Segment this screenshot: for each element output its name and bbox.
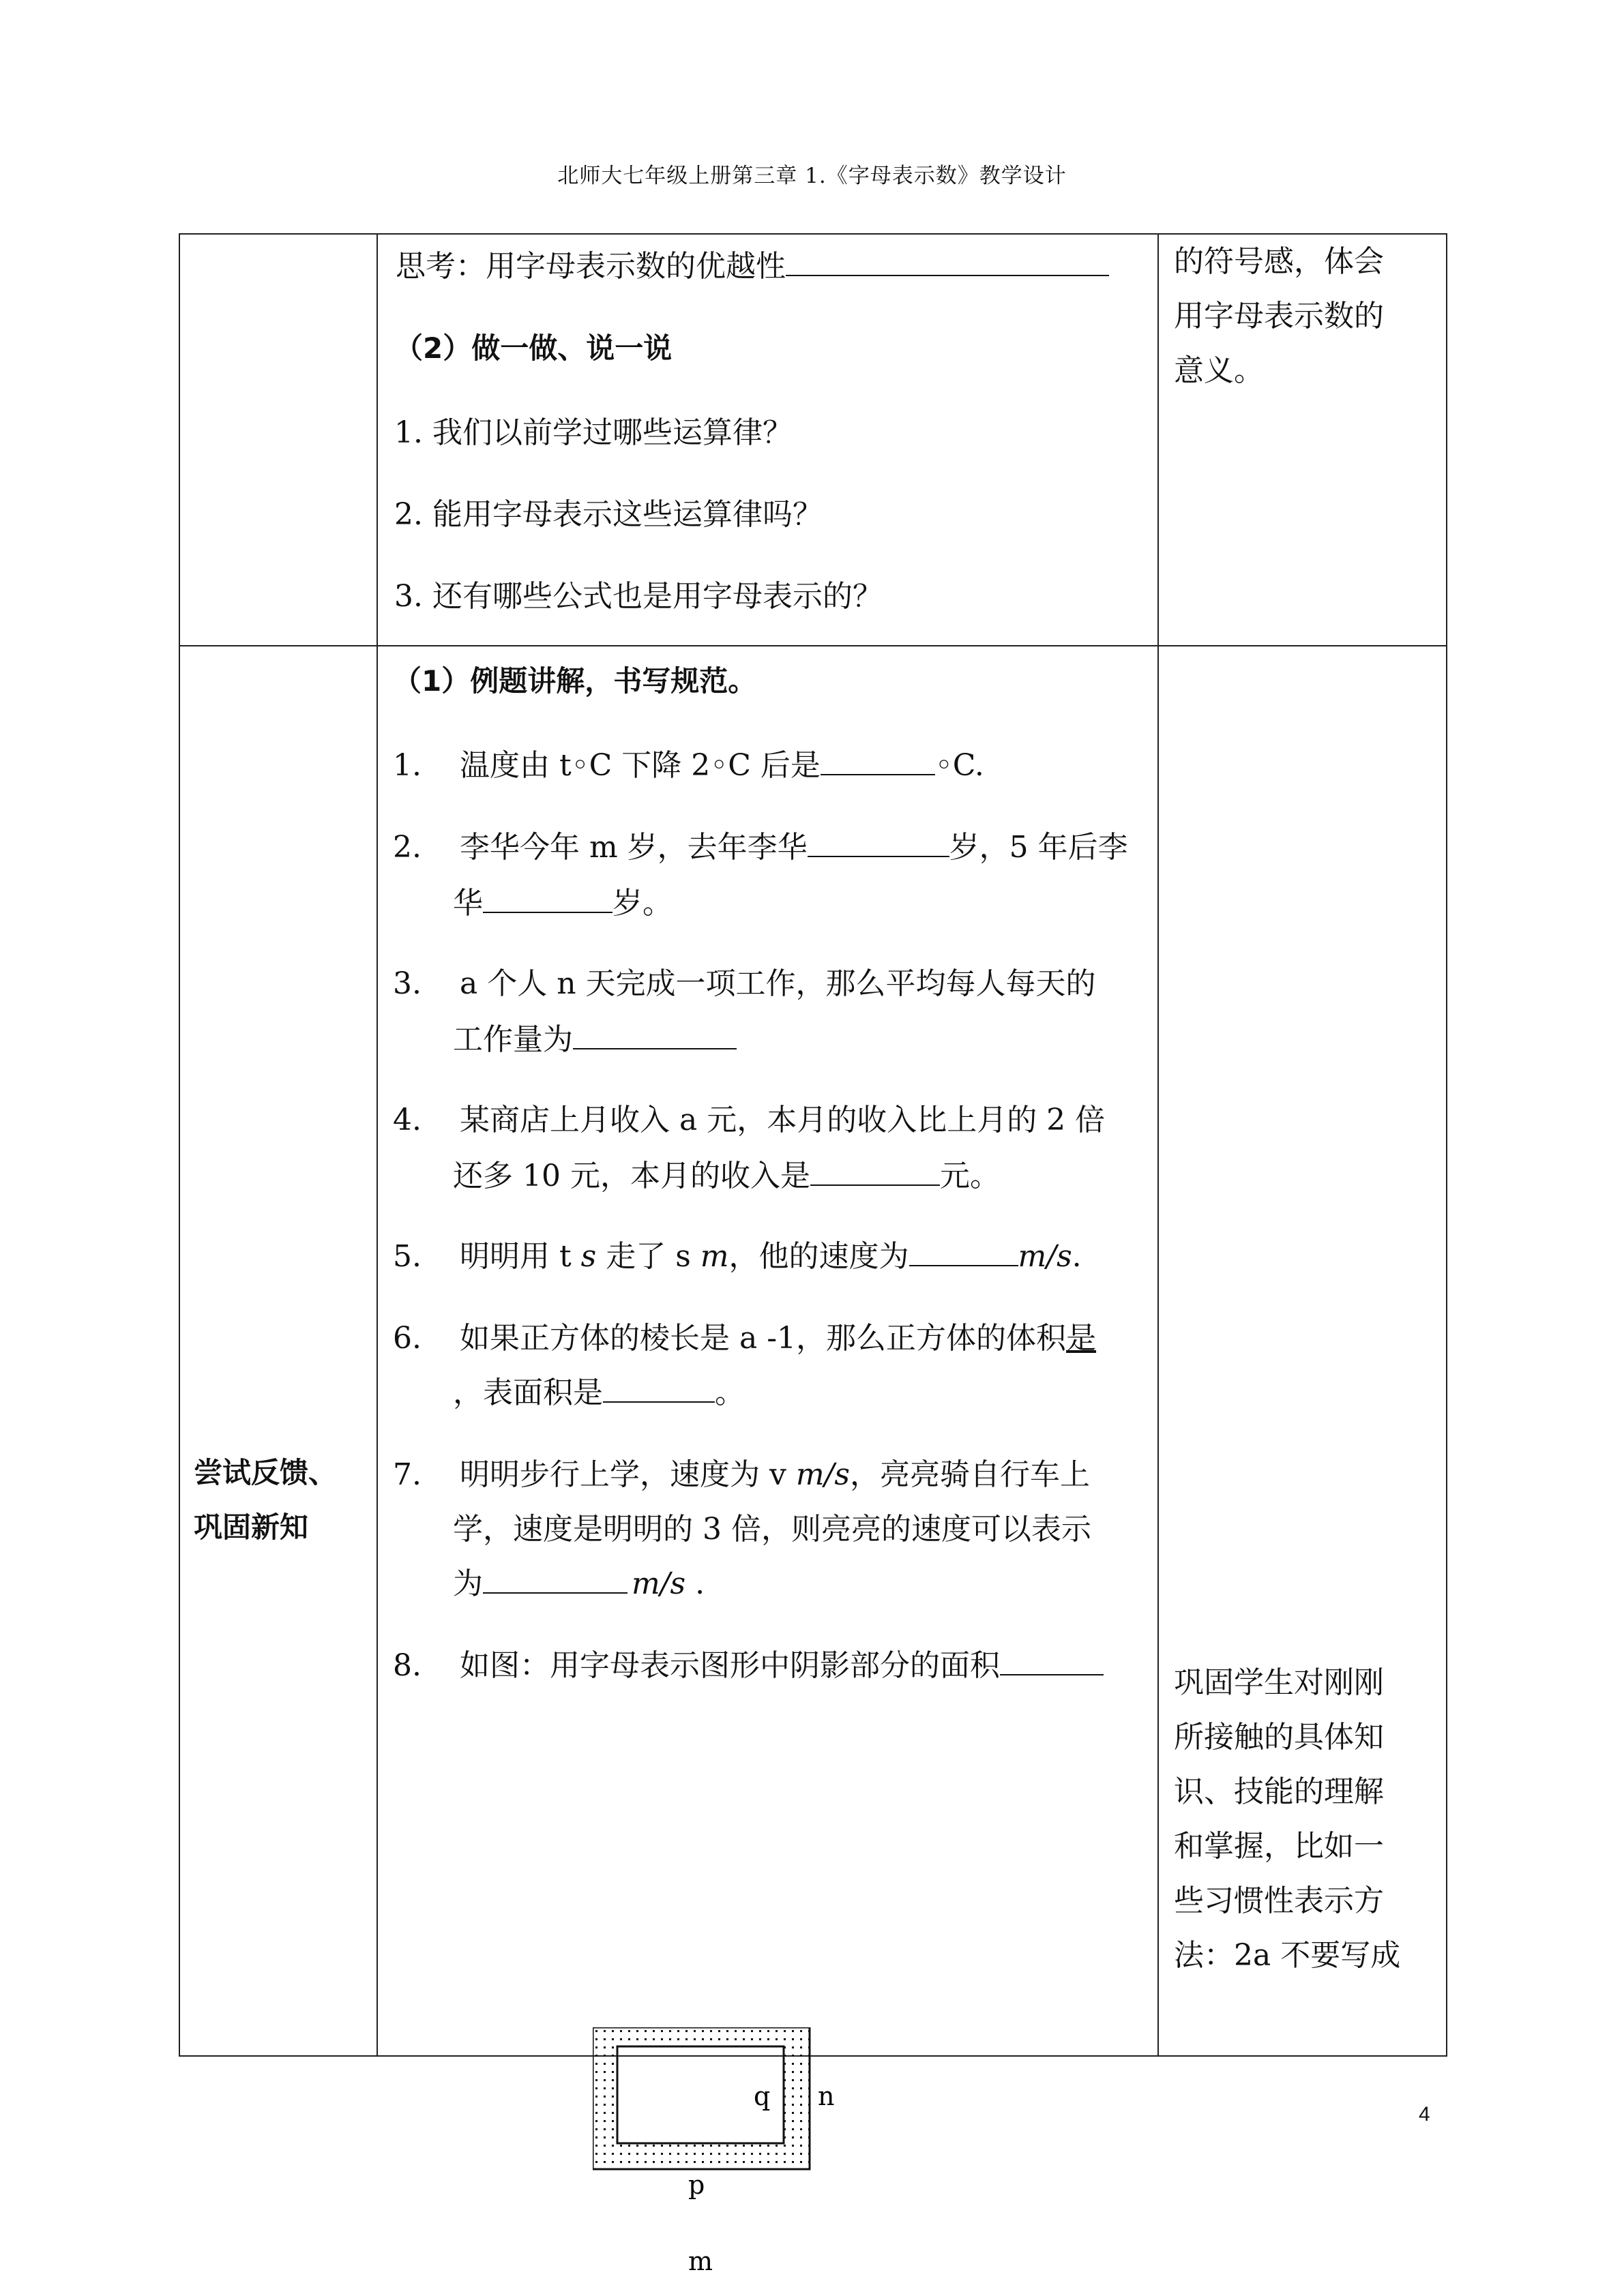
lesson-table (179, 233, 1447, 2273)
answer-blank (810, 1159, 940, 1186)
think-line: 思考：用字母表示数的优越性 (396, 241, 1109, 285)
answer-blank (821, 748, 935, 775)
activity-cell (377, 234, 1158, 646)
note-line: 识、技能的理解 (1174, 1774, 1384, 1809)
note-line: 用字母表示数的 (1174, 299, 1384, 333)
answer-blank (1000, 1648, 1104, 1675)
shaded-border-region (593, 2027, 810, 2169)
exercise-6: 6. 如果正方体的棱长是 a -1，那么正方体的体积是 (393, 1321, 1097, 1356)
answer-blank (808, 830, 949, 857)
note-line: 所接触的具体知 (1174, 1720, 1384, 1755)
table-row (179, 646, 1447, 2056)
page-header: 北师大七年级上册第三章 1.《字母表示数》教学设计 (557, 164, 1067, 188)
exercise-5: 5. 明明用 t s 走了 s m，他的速度为 m/s. (393, 1239, 1082, 1274)
label-q: q (754, 2081, 771, 2111)
exercise-7: 7. 明明步行上学，速度为 v m/s，亮亮骑自行车上 (393, 1457, 1090, 1492)
note-line: 的符号感，体会 (1174, 244, 1384, 279)
exercise-3-cont: 工作量为 (453, 1015, 737, 1058)
label-m: m (688, 2246, 713, 2273)
exercise-4-cont: 还多 10 元，本月的收入是 元。 (453, 1159, 1000, 1193)
question-2: 2. 能用字母表示这些运算律吗？ (394, 497, 823, 532)
exercise-8: 8. 如图：用字母表示图形中阴影部分的面积 (393, 1641, 1104, 1684)
stage-cell (179, 646, 377, 2056)
answer-blank (909, 1239, 1018, 1266)
label-n: n (818, 2081, 835, 2111)
answer-blank (573, 1022, 737, 1049)
intent-cell (1158, 646, 1447, 2056)
intent-cell (1158, 234, 1447, 646)
activity-cell (377, 646, 1158, 2273)
exercise-2-cont: 华 岁。 (453, 886, 673, 921)
exercise-1: 1. 温度由 t◦C 下降 2◦C 后是 ◦C. (393, 748, 984, 783)
note-line: 意义。 (1174, 353, 1264, 388)
section-heading: （1）例题讲解，书写规范。 (393, 664, 757, 698)
exercise-6-cont: ，表面积是 。 (453, 1375, 745, 1410)
table-row (179, 234, 1447, 646)
question-3: 3. 还有哪些公式也是用字母表示的？ (394, 579, 883, 614)
exercise-3: 3. a 个人 n 天完成一项工作，那么平均每人每天的 (393, 966, 1096, 1001)
answer-blank (483, 1566, 628, 1594)
exercise-4: 4. 某商店上月收入 a 元，本月的收入比上月的 2 倍 (393, 1103, 1106, 1137)
question-1: 1. 我们以前学过哪些运算律？ (394, 415, 793, 450)
exercise-2: 2. 李华今年 m 岁，去年李华 岁，5 年后李 (393, 830, 1128, 865)
stage-cell (179, 234, 377, 646)
label-p: p (688, 2170, 705, 2200)
note-line: 法：2a 不要写成 (1174, 1938, 1401, 1973)
answer-blank (603, 1375, 715, 1403)
shaded-frame-figure (593, 2027, 866, 2273)
answer-blank (483, 886, 612, 913)
page-number: 4 (1419, 2103, 1430, 2126)
answer-blank (786, 249, 1109, 276)
stage-label: 尝试反馈、 巩固新知 (194, 1456, 338, 1544)
note-line: 和掌握，比如一 (1174, 1829, 1384, 1864)
exercise-7-cont: 学，速度是明明的 3 倍，则亮亮的速度可以表示 (453, 1512, 1091, 1547)
note-line: 些习惯性表示方 (1174, 1883, 1384, 1918)
note-line: 巩固学生对刚刚 (1174, 1665, 1384, 1700)
section-heading: （2）做一做、说一说 (394, 331, 673, 365)
exercise-7-cont2: 为 m/s . (453, 1566, 705, 1601)
